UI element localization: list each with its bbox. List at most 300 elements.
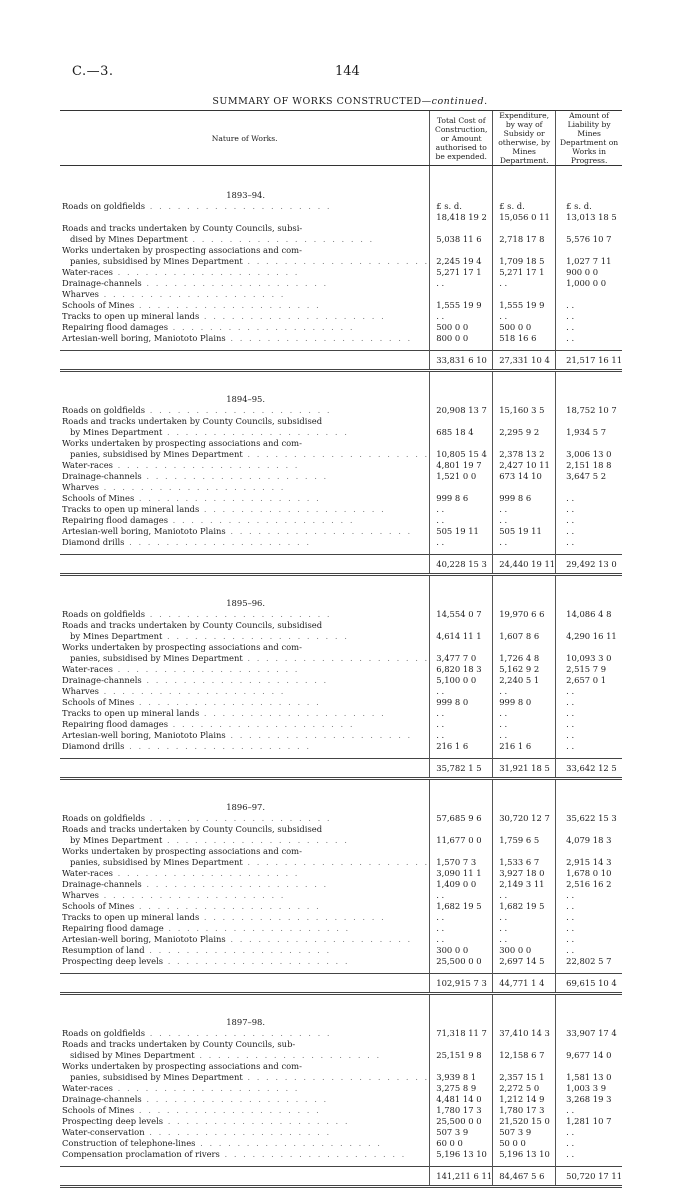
work-name xyxy=(60,653,430,664)
liability-cell: £ s. d. xyxy=(556,201,622,212)
total-cost-cell: 5,271 17 1 xyxy=(430,267,493,278)
leader-dots: . . . . . . . . . . . . . . . . . . . . xyxy=(145,201,332,211)
liability-cell: 9,677 14 0 xyxy=(556,1050,622,1061)
total-cost-cell xyxy=(430,642,493,653)
table-row xyxy=(60,741,622,752)
expenditure-cell: 505 19 11 xyxy=(493,526,556,537)
table-row xyxy=(60,1116,622,1127)
table-row xyxy=(60,493,622,504)
work-name-text: Tracks to open up mineral lands xyxy=(62,708,200,718)
liability-cell xyxy=(556,846,622,857)
work-name-text: Wharves xyxy=(62,890,99,900)
table-row xyxy=(60,1072,622,1083)
leader-dots: . . . . . . . . . . . . . . . . . . . . xyxy=(199,912,386,922)
document-reference: C.—3. xyxy=(72,64,114,79)
section-total-row xyxy=(60,759,622,779)
liability-sum: 50,720 17 11 xyxy=(556,1167,622,1187)
liability-cell: 1,581 13 0 xyxy=(556,1072,622,1083)
work-name-text: Schools of Mines xyxy=(62,697,135,707)
leader-dots: . . . . . . . . . . . . . . . . . . . . xyxy=(187,234,375,244)
liability-cell xyxy=(556,482,622,493)
work-name-text: Repairing flood damage xyxy=(62,923,164,933)
work-name-text: Tracks to open up mineral lands xyxy=(62,504,200,514)
total-cost-cell xyxy=(430,824,493,835)
table-row xyxy=(60,405,622,416)
leader-dots: . . . . . . . . . . . . . . . . . . . . xyxy=(134,493,321,503)
expenditure-cell: 999 8 6 xyxy=(493,493,556,504)
leader-dots: . . . . . . . . . . . . . . . . . . . . xyxy=(144,1127,332,1137)
liability-cell: 10,093 3 0 xyxy=(556,653,622,664)
work-name-text: Artesian-well boring, Maniototo Plains xyxy=(62,730,226,740)
table-row xyxy=(60,471,622,482)
leader-dots: . . . . . . . . . . . . . . . . . . . . xyxy=(199,708,386,718)
expenditure-sum: 31,921 18 5 xyxy=(493,759,556,779)
work-name-text: Schools of Mines xyxy=(62,901,135,911)
total-cost-cell: 1,570 7 3 xyxy=(430,857,493,868)
expenditure-cell: 50 0 0 xyxy=(493,1138,556,1149)
year-heading-row xyxy=(60,1015,622,1028)
work-name xyxy=(60,686,430,697)
liability-cell: . . xyxy=(556,1127,622,1138)
total-cost-cell: 25,500 0 0 xyxy=(430,956,493,967)
expenditure-cell: 1,759 6 5 xyxy=(493,835,556,846)
total-cost-cell: 800 0 0 xyxy=(430,333,493,344)
table-row xyxy=(60,482,622,493)
leader-dots: . . . . . . . . . . . . . . . . . . . . xyxy=(145,813,332,823)
leader-dots: . . . . . . . . . . . . . . . . . . . . xyxy=(162,631,349,641)
table-row xyxy=(60,835,622,846)
expenditure-cell xyxy=(493,482,556,493)
total-cost-cell: 505 19 11 xyxy=(430,526,493,537)
liability-sum: 33,642 12 5 xyxy=(556,759,622,779)
work-name xyxy=(60,956,430,967)
work-name xyxy=(60,1028,430,1039)
expenditure-cell: 1,726 4 8 xyxy=(493,653,556,664)
leader-dots: . . . . . . . . . . . . . . . . . . . . xyxy=(145,405,332,415)
total-cost-cell: . . xyxy=(430,311,493,322)
work-name xyxy=(60,945,430,956)
expenditure-cell: . . xyxy=(493,686,556,697)
work-name xyxy=(60,1116,430,1127)
total-cost-sum: 141,211 6 11 xyxy=(430,1167,493,1187)
expenditure-cell: 2,378 13 2 xyxy=(493,449,556,460)
liability-cell: . . xyxy=(556,697,622,708)
leader-dots: . . . . . . . . . . . . . . . . . . . . xyxy=(134,901,321,911)
work-name-text: Schools of Mines xyxy=(62,300,135,310)
leader-dots: . . . . . . . . . . . . . . . . . . . . xyxy=(98,890,286,900)
leader-dots: . . . . . . . . . . . . . . . . . . . . xyxy=(141,675,329,685)
liability-cell: . . xyxy=(556,526,622,537)
liability-cell: 14,086 4 8 xyxy=(556,609,622,620)
work-name-text: dised by Mines Department xyxy=(70,234,188,244)
expenditure-cell: 518 16 6 xyxy=(493,333,556,344)
work-name xyxy=(60,1094,430,1105)
column-header-liability: Amount of Liability by Mines Department on Works in Progress. xyxy=(556,111,622,166)
table-row xyxy=(60,1105,622,1116)
liability-cell: . . xyxy=(556,730,622,741)
work-name-text: panies, subsidised by Mines Department xyxy=(70,256,243,266)
total-cost-cell: 4,481 14 0 xyxy=(430,1094,493,1105)
work-name xyxy=(60,890,430,901)
leader-dots: . . . . . . . . . . . . . . . . . . . . xyxy=(112,460,300,470)
work-name xyxy=(60,620,430,631)
liability-cell: . . xyxy=(556,1105,622,1116)
total-cost-cell: 3,939 8 1 xyxy=(430,1072,493,1083)
total-cost-cell xyxy=(430,482,493,493)
leader-dots: . . . . . . . . . . . . . . . . . . . . xyxy=(144,945,332,955)
table-row xyxy=(60,223,622,234)
total-cost-cell: 57,685 9 6 xyxy=(430,813,493,824)
expenditure-cell xyxy=(493,846,556,857)
work-name-text: Roads on goldfields xyxy=(62,405,146,415)
total-cost-cell: 5,100 0 0 xyxy=(430,675,493,686)
liability-cell: . . xyxy=(556,300,622,311)
work-name-text: by Mines Department xyxy=(70,427,163,437)
expenditure-cell: 15,056 0 11 xyxy=(493,212,556,223)
liability-cell: 2,915 14 3 xyxy=(556,857,622,868)
liability-cell: . . xyxy=(556,912,622,923)
leader-dots: . . . . . . . . . . . . . . . . . . . . xyxy=(112,868,300,878)
total-cost-cell: 1,409 0 0 xyxy=(430,879,493,890)
total-cost-sum: 33,831 6 10 xyxy=(430,351,493,371)
work-name-text: Construction of telephone-lines xyxy=(62,1138,196,1148)
work-name-text: Repairing flood damages xyxy=(62,322,168,332)
total-cost-cell: 71,318 11 7 xyxy=(430,1028,493,1039)
table-row xyxy=(60,201,622,212)
liability-cell: . . xyxy=(556,923,622,934)
table-body xyxy=(60,166,622,1187)
leader-dots: . . . . . . . . . . . . . . . . . . . . xyxy=(242,256,430,266)
liability-cell: . . xyxy=(556,1138,622,1149)
work-name xyxy=(60,537,430,548)
table-row xyxy=(60,675,622,686)
work-name-text: Water-races xyxy=(62,267,113,277)
liability-cell: 3,006 13 0 xyxy=(556,449,622,460)
work-name xyxy=(60,449,430,460)
expenditure-cell: 507 3 9 xyxy=(493,1127,556,1138)
expenditure-cell: 15,160 3 5 xyxy=(493,405,556,416)
total-cost-cell: 14,554 0 7 xyxy=(430,609,493,620)
work-name-text: Roads and tracks undertaken by County Councils, sub- xyxy=(62,1039,296,1049)
leader-dots: . . . . . . . . . . . . . . . . . . . . xyxy=(134,1105,321,1115)
leader-dots: . . . . . . . . . . . . . . . . . . . . xyxy=(225,730,413,740)
expenditure-cell: 300 0 0 xyxy=(493,945,556,956)
expenditure-cell: 12,158 6 7 xyxy=(493,1050,556,1061)
work-name xyxy=(60,212,430,223)
work-name xyxy=(60,416,430,427)
year-heading: 1893–94. xyxy=(226,190,266,200)
work-name-text: Water-races xyxy=(62,1083,113,1093)
total-cost-cell xyxy=(430,1061,493,1072)
work-name xyxy=(60,526,430,537)
leader-dots: . . . . . . . . . . . . . . . . . . . . xyxy=(225,333,413,343)
liability-cell: . . xyxy=(556,686,622,697)
table-row xyxy=(60,333,622,344)
column-header-expenditure: Expenditure, by way of Subsidy or otherwise, by Mines Department. xyxy=(493,111,556,166)
spacer-row xyxy=(60,779,622,801)
leader-dots: . . . . . . . . . . . . . . . . . . . . xyxy=(141,471,329,481)
leader-dots: . . . . . . . . . . . . . . . . . . . . xyxy=(112,267,300,277)
leader-dots: . . . . . . . . . . . . . . . . . . . . xyxy=(112,664,300,674)
leader-dots: . . . . . . . . . . . . . . . . . . . . xyxy=(242,449,430,459)
year-heading-row xyxy=(60,800,622,813)
table-header-row xyxy=(60,111,622,166)
work-name-text: panies, subsidised by Mines Department xyxy=(70,857,243,867)
leader-dots: . . . . . . . . . . . . . . . . . . . . xyxy=(134,697,321,707)
table-row xyxy=(60,537,622,548)
expenditure-cell: 1,212 14 9 xyxy=(493,1094,556,1105)
expenditure-sum: 84,467 5 6 xyxy=(493,1167,556,1187)
leader-dots: . . . . . . . . . . . . . . . . . . . . xyxy=(98,482,286,492)
liability-cell: . . xyxy=(556,493,622,504)
work-name xyxy=(60,256,430,267)
year-heading-row xyxy=(60,596,622,609)
year-heading: 1896–97. xyxy=(226,802,266,812)
leader-dots: . . . . . . . . . . . . . . . . . . . . xyxy=(124,537,311,547)
table-row xyxy=(60,300,622,311)
leader-dots: . . . . . . . . . . . . . . . . . . . . xyxy=(195,1138,382,1148)
work-name xyxy=(60,912,430,923)
work-name-text: Artesian-well boring, Maniototo Plains xyxy=(62,333,226,343)
total-cost-cell: . . xyxy=(430,719,493,730)
total-cost-cell: 18,418 19 2 xyxy=(430,212,493,223)
leader-dots: . . . . . . . . . . . . . . . . . . . . xyxy=(98,289,286,299)
year-heading: 1895–96. xyxy=(226,598,266,608)
expenditure-cell: . . xyxy=(493,719,556,730)
expenditure-cell: 5,162 9 2 xyxy=(493,664,556,675)
spacer-row xyxy=(60,994,622,1016)
total-cost-sum: 40,228 15 3 xyxy=(430,555,493,575)
expenditure-cell: 1,533 6 7 xyxy=(493,857,556,868)
table-row xyxy=(60,515,622,526)
table-row xyxy=(60,697,622,708)
expenditure-cell: 2,357 15 1 xyxy=(493,1072,556,1083)
liability-cell: . . xyxy=(556,708,622,719)
liability-cell: 4,079 18 3 xyxy=(556,835,622,846)
table-row xyxy=(60,1050,622,1061)
liability-cell: 1,003 3 9 xyxy=(556,1083,622,1094)
work-name xyxy=(60,201,430,212)
liability-cell: . . xyxy=(556,741,622,752)
expenditure-cell: 999 8 0 xyxy=(493,697,556,708)
work-name-text: Works undertaken by prospecting associations and com- xyxy=(62,642,302,652)
liability-cell: . . xyxy=(556,333,622,344)
work-name xyxy=(60,460,430,471)
total-cost-cell: 507 3 9 xyxy=(430,1127,493,1138)
leader-dots: . . . . . . . . . . . . . . . . . . . . xyxy=(134,300,321,310)
work-name-text: Schools of Mines xyxy=(62,1105,135,1115)
table-row xyxy=(60,956,622,967)
leader-dots: . . . . . . . . . . . . . . . . . . . . xyxy=(145,1028,332,1038)
expenditure-cell xyxy=(493,223,556,234)
table-row xyxy=(60,427,622,438)
work-name-text: Roads on goldfields xyxy=(62,813,146,823)
total-cost-cell: 4,614 11 1 xyxy=(430,631,493,642)
work-name-text: Roads on goldfields xyxy=(62,201,146,211)
table-row xyxy=(60,846,622,857)
table-row xyxy=(60,642,622,653)
work-name xyxy=(60,1105,430,1116)
expenditure-cell: . . xyxy=(493,890,556,901)
work-name-text: Wharves xyxy=(62,482,99,492)
leader-dots: . . . . . . . . . . . . . . . . . . . . xyxy=(225,934,413,944)
table-row xyxy=(60,890,622,901)
table-row xyxy=(60,879,622,890)
expenditure-cell: 216 1 6 xyxy=(493,741,556,752)
expenditure-cell: . . xyxy=(493,311,556,322)
leader-dots: . . . . . . . . . . . . . . . . . . . . xyxy=(162,427,349,437)
leader-dots: . . . . . . . . . . . . . . . . . . . . xyxy=(168,719,355,729)
work-name xyxy=(60,333,430,344)
liability-cell: . . xyxy=(556,934,622,945)
expenditure-cell: 2,295 9 2 xyxy=(493,427,556,438)
expenditure-cell xyxy=(493,1039,556,1050)
expenditure-cell: 1,709 18 5 xyxy=(493,256,556,267)
expenditure-cell xyxy=(493,824,556,835)
work-name-text: Water-races xyxy=(62,460,113,470)
work-name xyxy=(60,835,430,846)
work-name xyxy=(60,267,430,278)
work-name xyxy=(60,879,430,890)
expenditure-cell: 2,272 5 0 xyxy=(493,1083,556,1094)
liability-cell xyxy=(556,642,622,653)
leader-dots: . . . . . . . . . . . . . . . . . . . . xyxy=(112,1083,300,1093)
table-row xyxy=(60,1061,622,1072)
total-cost-cell: 3,090 11 1 xyxy=(430,868,493,879)
expenditure-sum: 44,771 1 4 xyxy=(493,974,556,994)
work-name xyxy=(60,482,430,493)
table-row xyxy=(60,824,622,835)
liability-cell: . . xyxy=(556,890,622,901)
column-header-nature: Nature of Works. xyxy=(60,111,430,166)
work-name-text: Drainage-channels xyxy=(62,675,142,685)
leader-dots: . . . . . . . . . . . . . . . . . . . . xyxy=(199,504,386,514)
total-cost-cell: . . xyxy=(430,537,493,548)
table-row xyxy=(60,1083,622,1094)
work-name-text: Tracks to open up mineral lands xyxy=(62,912,200,922)
table-row xyxy=(60,438,622,449)
work-name xyxy=(60,642,430,653)
table-row xyxy=(60,730,622,741)
leader-dots: . . . . . . . . . . . . . . . . . . . . xyxy=(162,835,349,845)
page-number: 144 xyxy=(335,64,360,79)
expenditure-cell: 1,780 17 3 xyxy=(493,1105,556,1116)
expenditure-cell: . . xyxy=(493,708,556,719)
liability-cell: 900 0 0 xyxy=(556,267,622,278)
work-name-text: Wharves xyxy=(62,289,99,299)
spacer-row xyxy=(60,575,622,597)
leader-dots: . . . . . . . . . . . . . . . . . . . . xyxy=(242,653,430,663)
table-row xyxy=(60,267,622,278)
work-name-text: Roads and tracks undertaken by County Councils, subsidised xyxy=(62,824,323,834)
liability-cell: 4,290 16 11 xyxy=(556,631,622,642)
work-name xyxy=(60,1149,430,1160)
work-name-text: panies, subsidised by Mines Department xyxy=(70,1072,243,1082)
total-cost-cell: 999 8 0 xyxy=(430,697,493,708)
liability-cell: 33,907 17 4 xyxy=(556,1028,622,1039)
leader-dots: . . . . . . . . . . . . . . . . . . . . xyxy=(163,956,350,966)
expenditure-cell xyxy=(493,620,556,631)
expenditure-cell: 30,720 12 7 xyxy=(493,813,556,824)
total-cost-cell xyxy=(430,620,493,631)
table-row xyxy=(60,245,622,256)
expenditure-cell xyxy=(493,642,556,653)
work-name-text: Prospecting deep levels xyxy=(62,1116,164,1126)
work-name-text: Works undertaken by prospecting associations and com- xyxy=(62,1061,302,1071)
work-name xyxy=(60,1050,430,1061)
table-row xyxy=(60,504,622,515)
work-name-text: panies, subsidised by Mines Department xyxy=(70,449,243,459)
work-name xyxy=(60,300,430,311)
expenditure-cell: 3,927 18 0 xyxy=(493,868,556,879)
expenditure-cell xyxy=(493,416,556,427)
work-name-text: by Mines Department xyxy=(70,835,163,845)
liability-sum: 29,492 13 0 xyxy=(556,555,622,575)
liability-sum: 69,615 10 4 xyxy=(556,974,622,994)
total-cost-cell: 216 1 6 xyxy=(430,741,493,752)
liability-cell xyxy=(556,245,622,256)
work-name xyxy=(60,234,430,245)
work-name xyxy=(60,1061,430,1072)
year-heading: 1897–98. xyxy=(226,1017,266,1027)
work-name-text: Drainage-channels xyxy=(62,1094,142,1104)
table-row xyxy=(60,609,622,620)
liability-cell xyxy=(556,824,622,835)
liability-cell xyxy=(556,1039,622,1050)
total-cost-cell xyxy=(430,245,493,256)
leader-dots: . . . . . . . . . . . . . . . . . . . . xyxy=(163,923,351,933)
work-name-text: Water-conservation xyxy=(62,1127,145,1137)
work-name-text: Water-races xyxy=(62,868,113,878)
total-cost-cell: . . xyxy=(430,278,493,289)
total-cost-cell: . . xyxy=(430,730,493,741)
work-name-text: Works undertaken by prospecting associations and com- xyxy=(62,438,302,448)
leader-dots: . . . . . . . . . . . . . . . . . . . . xyxy=(163,1116,350,1126)
total-cost-cell: . . xyxy=(430,934,493,945)
leader-dots: . . . . . . . . . . . . . . . . . . . . xyxy=(199,311,386,321)
section-total-row xyxy=(60,351,622,371)
liability-cell: 1,934 5 7 xyxy=(556,427,622,438)
liability-cell: . . xyxy=(556,901,622,912)
table-row xyxy=(60,234,622,245)
expenditure-cell: 5,196 13 10 xyxy=(493,1149,556,1160)
liability-cell: 22,802 5 7 xyxy=(556,956,622,967)
work-name xyxy=(60,664,430,675)
expenditure-cell: . . xyxy=(493,537,556,548)
leader-dots: . . . . . . . . . . . . . . . . . . . . xyxy=(168,515,355,525)
table-row xyxy=(60,212,622,223)
work-name-text: by Mines Department xyxy=(70,631,163,641)
table-row xyxy=(60,934,622,945)
work-name xyxy=(60,493,430,504)
liability-cell: . . xyxy=(556,322,622,333)
total-cost-cell: 5,196 13 10 xyxy=(430,1149,493,1160)
expenditure-cell: 2,697 14 5 xyxy=(493,956,556,967)
total-cost-cell: 5,038 11 6 xyxy=(430,234,493,245)
spacer-row xyxy=(60,166,622,189)
liability-cell: 5,576 10 7 xyxy=(556,234,622,245)
expenditure-sum: 24,440 19 11 xyxy=(493,555,556,575)
table-row xyxy=(60,289,622,300)
section-total-row xyxy=(60,1167,622,1187)
work-name xyxy=(60,1127,430,1138)
work-name xyxy=(60,223,430,234)
liability-cell: . . xyxy=(556,945,622,956)
work-name xyxy=(60,1072,430,1083)
work-name-text: Roads and tracks undertaken by County Councils, subsi- xyxy=(62,223,303,233)
work-name-text: Wharves xyxy=(62,686,99,696)
work-name xyxy=(60,1083,430,1094)
